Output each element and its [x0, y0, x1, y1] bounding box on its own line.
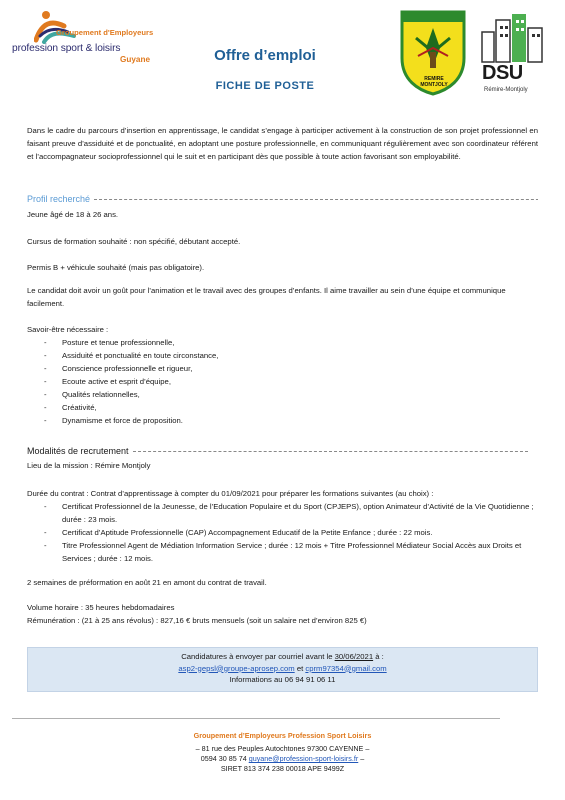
list-item: - Dynamisme et force de proposition. — [44, 416, 183, 425]
footer-org: Groupement d’Employeurs Profession Sport Loisirs — [193, 731, 372, 740]
volume-horaire: Volume horaire : 35 heures hebdomadaires — [27, 603, 175, 612]
intro-paragraph: Dans le cadre du parcours d’insertion en apprentissage, le candidat s’engage à participer activement à la construction de son projet professionnel en faisant preuve d’assiduité et de ponctualité, en adoptant une posture professionnelle, en communiquant régulièrement avec son coordinateur référent et l’accompagnateur socioprofessionnel qui le suit et en participant dès que possible à toute action favorisant son employabilité. — [27, 126, 538, 161]
duree-contrat: Durée du contrat : Contrat d’apprentissage à compter du 01/09/2021 pour préparer les formations suivantes (au choix) : — [27, 489, 434, 498]
savoir-label: Savoir-être nécessaire : — [27, 325, 109, 334]
info-phone: Informations au 06 94 91 06 11 — [229, 675, 336, 684]
profil-gout: Le candidat doit avoir un goût pour l’animation et le travail avec des groupes d’enfants. Il aime travailler au sein d’une équipe et communique facilement. — [27, 286, 506, 308]
logo-prof-text: profession sport & loisirs — [12, 43, 121, 54]
psl-logo — [12, 10, 177, 76]
profil-cursus: Cursus de formation souhaité : non spécifié, débutant accepté. — [27, 237, 241, 246]
list-item: - Assiduité et ponctualité en toute circonstance, — [44, 351, 219, 360]
logo-region-text: Guyane — [120, 55, 151, 64]
page-title: Offre d’emploi — [214, 47, 316, 64]
candidature-box — [27, 647, 538, 692]
list-item: - Créativité, — [44, 403, 97, 412]
modalites-heading — [27, 446, 538, 458]
list-item: - Ecoute active et esprit d’équipe, — [44, 377, 171, 386]
dsu-buildings-icon — [474, 10, 554, 64]
candidature-line: Candidatures à envoyer par courriel avant le 30/06/2021 à : — [181, 652, 384, 661]
page-subtitle: FICHE DE POSTE — [215, 80, 315, 92]
email-link-2[interactable]: cprm97354@gmail.com — [305, 663, 387, 673]
list-item: - Titre Professionnel Agent de Médiation Information Service ; durée : 12 mois + Titre Professionnel Médiateur Social Accès aux Droits et Services ; durée : 12 mois. — [44, 541, 522, 563]
lieu-mission: Lieu de la mission : Rémire Montjoly — [27, 461, 151, 470]
footer-contact: 0594 30 85 74 guyane@profession-sport-loisirs.fr – — [200, 754, 365, 763]
dsu-logo — [474, 10, 554, 98]
heading-divider — [133, 451, 528, 452]
crest-caption: REMIRE MONTJOLY — [420, 76, 448, 88]
profil-heading-label: Profil recherché — [27, 194, 91, 204]
footer-address: – 81 rue des Peuples Autochtones 97300 CAYENNE – — [195, 744, 370, 753]
preformation: 2 semaines de préformation en août 21 en amont du contrat de travail. — [27, 578, 267, 587]
logo-org-text: Groupement d'Employeurs — [56, 28, 154, 37]
deadline-date: 30/06/2021 — [334, 652, 374, 661]
email-line: asp2-gepsl@groupe-aprosep.com et cprm97354@gmail.com — [178, 663, 387, 673]
savoir-list — [27, 336, 538, 427]
profil-age: Jeune âgé de 18 à 26 ans. — [27, 210, 119, 219]
list-item: - Conscience professionnelle et rigueur, — [44, 364, 193, 373]
list-item: - Certificat d’Aptitude Professionnelle (CAP) Accompagnement Educatif de la Petite Enfance ; durée : 22 mois. — [44, 528, 433, 537]
modalites-heading-label: Modalités de recrutement — [27, 446, 129, 456]
profil-permis: Permis B + véhicule souhaité (mais pas obligatoire). — [27, 263, 205, 272]
list-item: - Posture et tenue professionnelle, — [44, 338, 175, 347]
email-link-1[interactable]: asp2-gepsl@groupe-aprosep.com — [178, 663, 295, 673]
dsu-city: Rémire-Montjoly — [484, 87, 528, 93]
footer-email-link[interactable]: guyane@profession-sport-loisirs.fr — [248, 754, 359, 763]
psl-figure-icon — [34, 10, 78, 44]
remuneration: Rémunération : (21 à 25 ans révolus) : 827,16 € bruts mensuels (soit un salaire net d’environ 825 €) — [27, 616, 367, 625]
footer-divider — [12, 718, 500, 719]
list-item: - Qualités relationnelles, — [44, 390, 140, 399]
footer-siret: SIRET 813 374 238 00018 APE 9499Z — [220, 764, 345, 773]
list-item: - Certificat Professionnel de la Jeunesse, de l’Education Populaire et du Sport (CPJEPS), option Animateur d’Activité de la Vie Quotidienne ; durée : 23 mois. — [44, 502, 534, 524]
formations-list — [27, 500, 538, 565]
dsu-text: DSU — [482, 62, 523, 84]
remire-crest — [398, 8, 468, 96]
heading-divider — [94, 199, 538, 200]
profil-heading — [27, 194, 538, 206]
